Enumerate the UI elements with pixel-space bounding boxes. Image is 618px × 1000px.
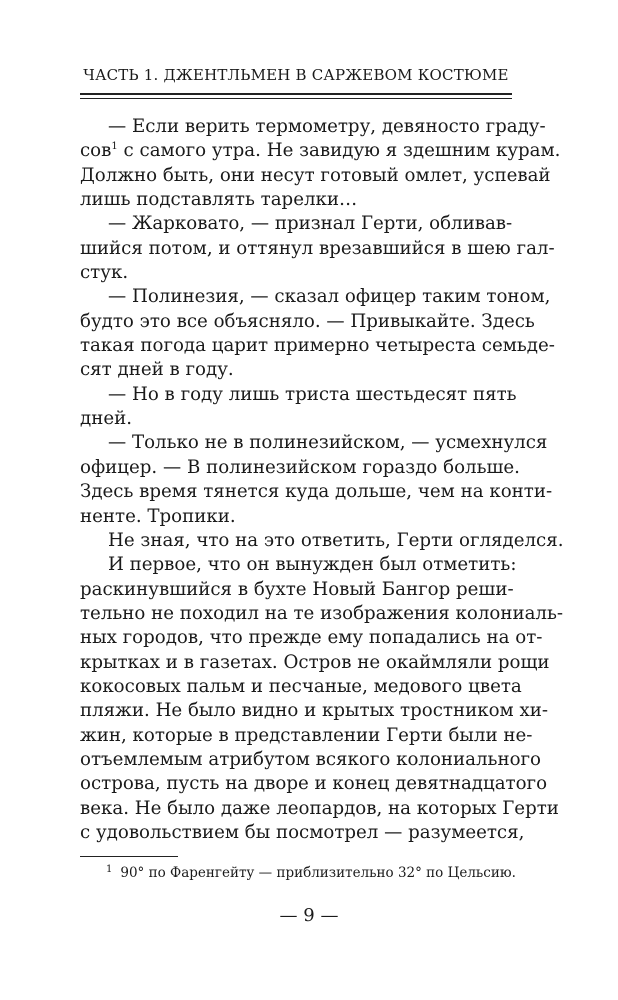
text-line: ных городов, что прежде ему попадались на от- — [80, 627, 543, 649]
text-line: — Но в году лишь триста шестьдесят пять — [108, 383, 517, 405]
text-line: — Жарковато, — признал Герти, обливав- — [108, 213, 513, 235]
text-line: раскинувшийся в бухте Новый Бангор реши- — [80, 578, 514, 600]
text-line: кокосовых пальм и песчаные, медового цвета — [80, 675, 522, 697]
text-line: И первое, что он вынужден был отметить: — [108, 554, 517, 576]
page-number: — 9 — — [279, 905, 339, 926]
text-segment: сов — [80, 140, 112, 162]
text-line: дней. — [80, 408, 132, 430]
footnote-text: 90° по Фаренгейту — приблизительно 32° по Цельсию. — [120, 865, 516, 881]
header-rule-thick — [80, 93, 512, 95]
text-line: века. Не было даже леопардов, на которых Герти — [80, 797, 559, 819]
text-line: Не зная, что на это ответить, Герти огляделся. — [108, 529, 564, 551]
text-line: лишь подставлять тарелки… — [80, 189, 358, 211]
running-head: ЧАСТЬ 1. ДЖЕНТЛЬМЕН В САРЖЕВОМ КОСТЮМЕ — [83, 66, 509, 84]
text-line: — Только не в полинезийском, — усмехнулся — [108, 432, 548, 454]
text-line: сят дней в году. — [80, 359, 234, 381]
body-text — [80, 115, 564, 845]
text-line: — Если верить термометру, девяносто граду- — [108, 116, 546, 137]
text-line: — Полинезия, — сказал офицер таким тоном, — [108, 286, 551, 308]
text-line: Здесь время тянется куда дольше, чем на конти- — [80, 481, 553, 503]
text-line: офицер. — В полинезийском гораздо больше. — [80, 456, 520, 478]
text-line: пляжи. Не было видно и крытых тростником хи- — [80, 700, 548, 722]
text-line: острова, пусть на дворе и конец девятнадцатого — [80, 773, 548, 795]
text-line: жин, которые в представлении Герти были не- — [80, 724, 533, 746]
text-line: тельно не походил на те изображения колониаль- — [80, 602, 564, 624]
text-segment: с самого утра. Не завидую я здешним курам. — [117, 140, 561, 162]
text-line: с удовольствием бы посмотрел — разумеется, — [80, 821, 525, 843]
footnote — [106, 864, 516, 881]
text-line: крытках и в газетах. Остров не окаймляли рощи — [80, 651, 550, 673]
text-line: будто это все объясняло. — Привыкайте. Здесь — [80, 310, 535, 332]
text-line: ненте. Тропики. — [80, 505, 236, 527]
footnote-reference: 1 — [111, 141, 118, 153]
footnote-rule — [80, 856, 178, 857]
text-line — [80, 139, 561, 163]
text-line: отъемлемым атрибутом всякого колониального — [80, 748, 542, 770]
header-rule-thin — [80, 98, 512, 99]
text-line: шийся потом, и оттянул врезавшийся в шею гал- — [80, 237, 555, 259]
text-line: такая погода царит примерно четыреста семьде- — [80, 335, 555, 357]
text-line: стук. — [80, 262, 129, 284]
footnote-mark: 1 — [106, 864, 113, 875]
text-line: Должно быть, они несут готовый омлет, успевай — [80, 164, 551, 186]
